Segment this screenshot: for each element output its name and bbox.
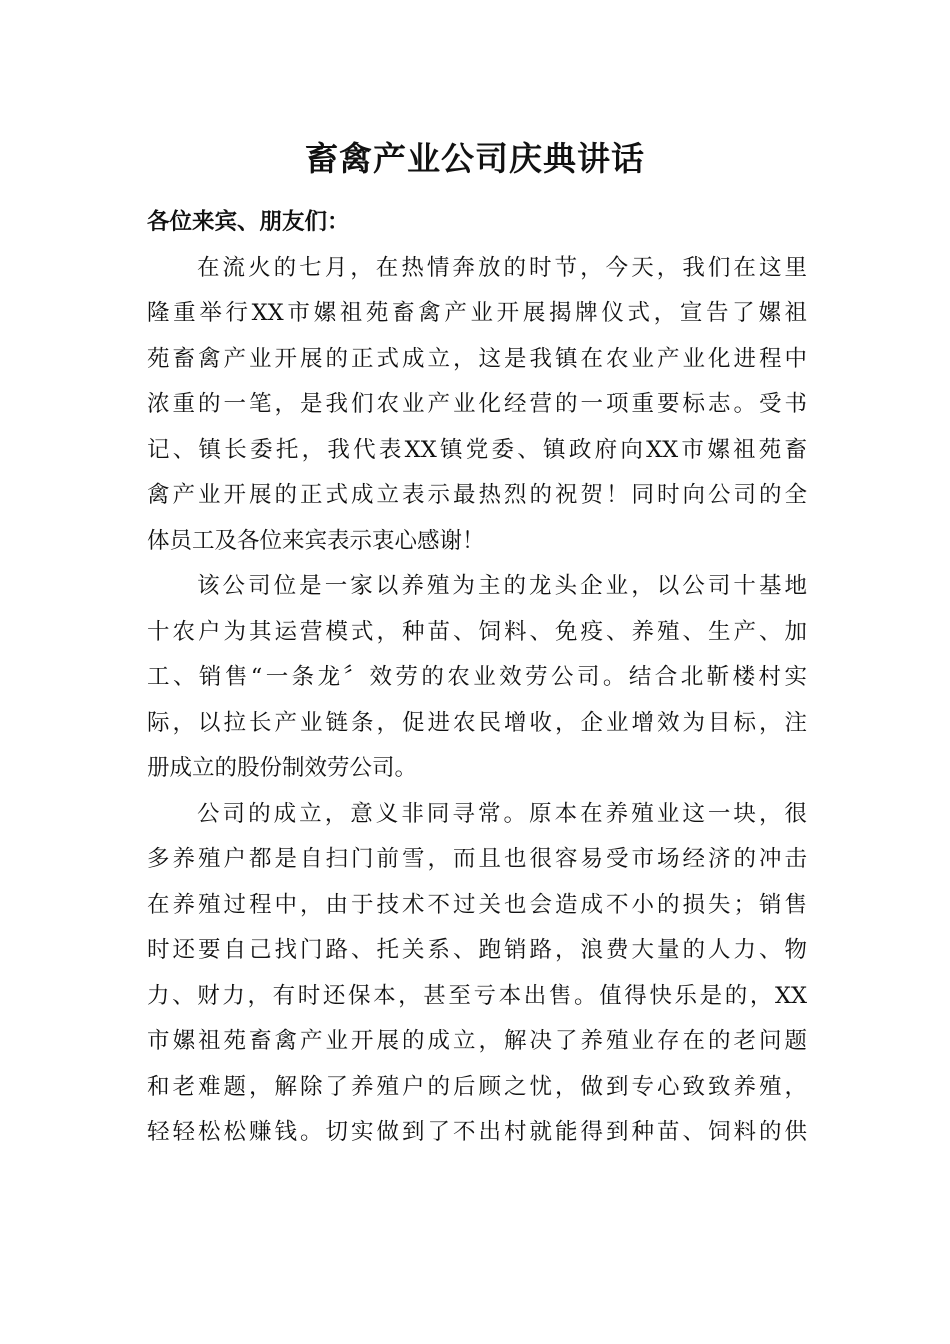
paragraph-line: 轻轻松松赚钱。切实做到了不出村就能得到种苗、饲料的供 (147, 1119, 807, 1145)
document-title: 畜禽产业公司庆典讲话 (305, 139, 645, 178)
paragraph-line: 体员工及各位来宾表示衷心感谢！ (147, 527, 485, 554)
paragraph-line: 市嫘祖苑畜禽产业开展的成立，解决了养殖业存在的老问题 (147, 1028, 807, 1054)
paragraph-3 (147, 792, 807, 1156)
salutation: 各位来宾、朋友们： (147, 209, 350, 235)
paragraph-line: 记、镇长委托，我代表XX镇党委、镇政府向XX市嫘祖苑畜 (147, 436, 807, 463)
paragraph-line: 力、财力，有时还保本，甚至亏本出售。值得快乐是的，XX (147, 982, 807, 1009)
paragraph-line: 和老难题，解除了养殖户的后顾之忧，做到专心致致养殖， (147, 1073, 807, 1100)
paragraph-line: 册成立的股份制效劳公司。 (147, 755, 418, 781)
paragraph-line: 浓重的一笔，是我们农业产业化经营的一项重要标志。受书 (147, 391, 807, 417)
paragraph-1 (147, 246, 807, 565)
document-body (147, 200, 807, 1156)
paragraph-line: 公司的成立，意义非同寻常。原本在养殖业这一块，很 (197, 800, 807, 827)
paragraph-line: 在流火的七月，在热情奔放的时节，今天，我们在这里 (197, 254, 807, 281)
paragraph-line: 在养殖过程中，由于技术不过关也会造成不小的损失；销售 (147, 891, 807, 918)
paragraph-line: 隆重举行XX市嫘祖苑畜禽产业开展揭牌仪式，宣告了嫘祖 (147, 300, 807, 326)
paragraph-line: 该公司位是一家以养殖为主的龙头企业，以公司十基地 (197, 573, 807, 599)
paragraph-line: 苑畜禽产业开展的正式成立，这是我镇在农业产业化进程中 (147, 345, 807, 372)
paragraph-line: 时还要自己找门路、托关系、跑销路，浪费大量的人力、物 (147, 937, 807, 963)
paragraph-line: 工、销售“一条龙〞效劳的农业效劳公司。结合北靳楼村实 (147, 664, 807, 690)
paragraph-2 (147, 564, 807, 792)
paragraph-line: 多养殖户都是自扫门前雪，而且也很容易受市场经济的冲击 (147, 846, 807, 872)
paragraph-line: 际，以拉长产业链条，促进农民增收，企业增效为目标，注 (147, 709, 807, 736)
paragraph-line: 禽产业开展的正式成立表示最热烈的祝贺！同时向公司的全 (147, 482, 807, 508)
paragraph-line: 十农户为其运营模式，种苗、饲料、免疫、养殖、生产、加 (147, 618, 807, 645)
